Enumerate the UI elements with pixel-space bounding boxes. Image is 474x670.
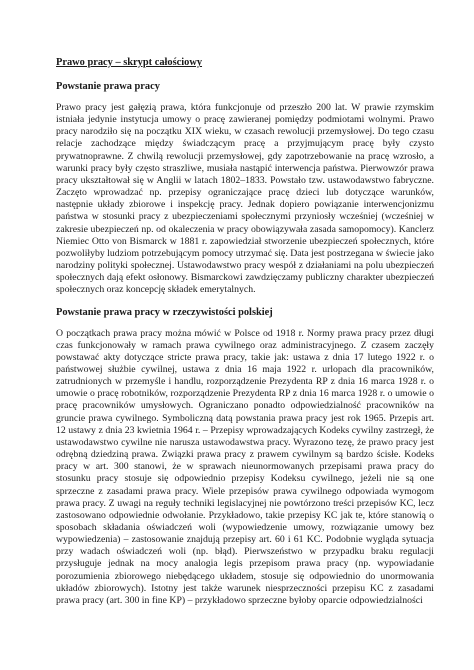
section-heading-poland: Powstanie prawa pracy w rzeczywistości polskiej <box>56 306 273 318</box>
section-paragraph-origin: Prawo pracy jest gałęzią prawa, która funkcjonuje od przeszło 200 lat. W prawie rzymskim istniała jedynie instytucja umowy o pracę zawieranej pomiędzy podmiotami wolnymi. Prawo pracy narodziło się na początku XIX wieku, w czasach rewolucji przemysłowej. Do tego czasu relacje zachodzące między świadczącym pracę a przyjmującym pracę były czysto prywatnoprawne. Z chwilą rewolucji przemysłowej, gdy zapotrzebowanie na pracę wzrosło, a warunki pracy były często straszliwe, musiała nastąpić interwencja państwa. Pierwowzór prawa pracy ukształtował się w Anglii w latach 1802–1833. Powstało tzw. ustawodawstwo fabryczne. Zaczęto wprowadzać np. przepisy ograniczające pracę dzieci lub dotyczące warunków, następnie układy zbiorowe i inspekcję pracy. Jednak dopiero powiązanie interwencjonizmu państwa w stosunki pracy z ubezpieczeniami społecznymi przyniosły wcześniej (wcześniej w zakresie ubezpieczeń np. od okaleczenia w pracy obowiązywała zasada samopomocy). Kanclerz Niemiec Otto von Bismarck w 1881 r. zapowiedział stworzenie ubezpieczeń społecznych, które pozwoliłyby ludziom potrzebującym pomocy utrzymać się. Data jest postrzegana w świecie jako narodziny polityki społecznej. Ustawodawstwo pracy wespół z działaniami na polu ubezpieczeń społecznych dają efekt osłonowy. Bismarckowi zawdzięczamy publiczny charakter ubezpieczeń społecznych oraz koncepcję składek emerytalnych. <box>56 102 434 296</box>
section-heading-origin: Powstanie prawa pracy <box>56 81 160 92</box>
section-paragraph-poland: O początkach prawa pracy można mówić w Polsce od 1918 r. Normy prawa pracy przez długi czas funkcjonowały w ramach prawa cywilnego oraz administracyjnego. Z czasem zaczęły powstawać akty dotyczące stricte prawa pracy, takie jak: ustawa z dnia 17 lutego 1922 r. o państwowej służbie cywilnej, ustawa z dnia 16 maja 1922 r. urlopach dla pracowników, zatrudnionych w przemyśle i handlu, rozporządzenie Prezydenta RP z dnia 16 marca 1928 r. o umowie o pracę robotników, rozporządzenie Prezydenta RP z dnia 16 marca 1928 r. o umowie o pracę pracowników umysłowych. Ograniczano ponadto odpowiedzialność pracowników na gruncie prawa cywilnego. Symboliczną datą powstania prawa pracy jest rok 1965. Przepis art. 12 ustawy z dnia 23 kwietnia 1964 r. – Przepisy wprowadzających Kodeks cywilny zastrzegł, że ustawodawstwo cywilne nie narusza ustawodawstwa pracy. Wyrazono tezę, że prawo pracy jest odrębną dziedziną prawa. Związki prawa pracy z prawem cywilnym są bardzo ścisłe. Kodeks pracy w art. 300 stanowi, że w sprawach nieunormowanych przepisami prawa pracy do stosunku pracy stosuje się odpowiednio przepisy Kodeksu cywilnego, jeżeli nie są one sprzeczne z zasadami prawa pracy. Wiele przepisów prawa cywilnego odpowiada wymogom prawa pracy. Z uwagi na reguły techniki legislacyjnej nie powtórzono treści przepisów KC, lecz zastosowano odpowiednie odwołanie. Przykładowo, takie przepisy KC jak te, które stanowią o sposobach składania oświadczeń woli (wypowiedzenie umowy, rozwiązanie umowy bez wypowiedzenia) – zastosowanie znajdują przepisy art. 60 i 61 KC. Podobnie wygląda sytuacja przy wadach oświadczeń woli (np. błąd). Pierwszeństwo w przypadku braku regulacji przysługuje jednak na mocy analogia legis przepisom prawa pracy (np. wypowiadanie porozumienia zbiorowego niebędącego układem, stosuje się odpowiednio do unormowania układów zbiorowych). Istotny jest także warunek niesprzeczności przepisu KC z zasadami prawa pracy (art. 300 in fine KP) – przykładowo sprzeczne byłoby oparcie odpowiedzialności <box>56 327 434 606</box>
document-title: Prawo pracy – skrypt całościowy <box>56 57 203 68</box>
